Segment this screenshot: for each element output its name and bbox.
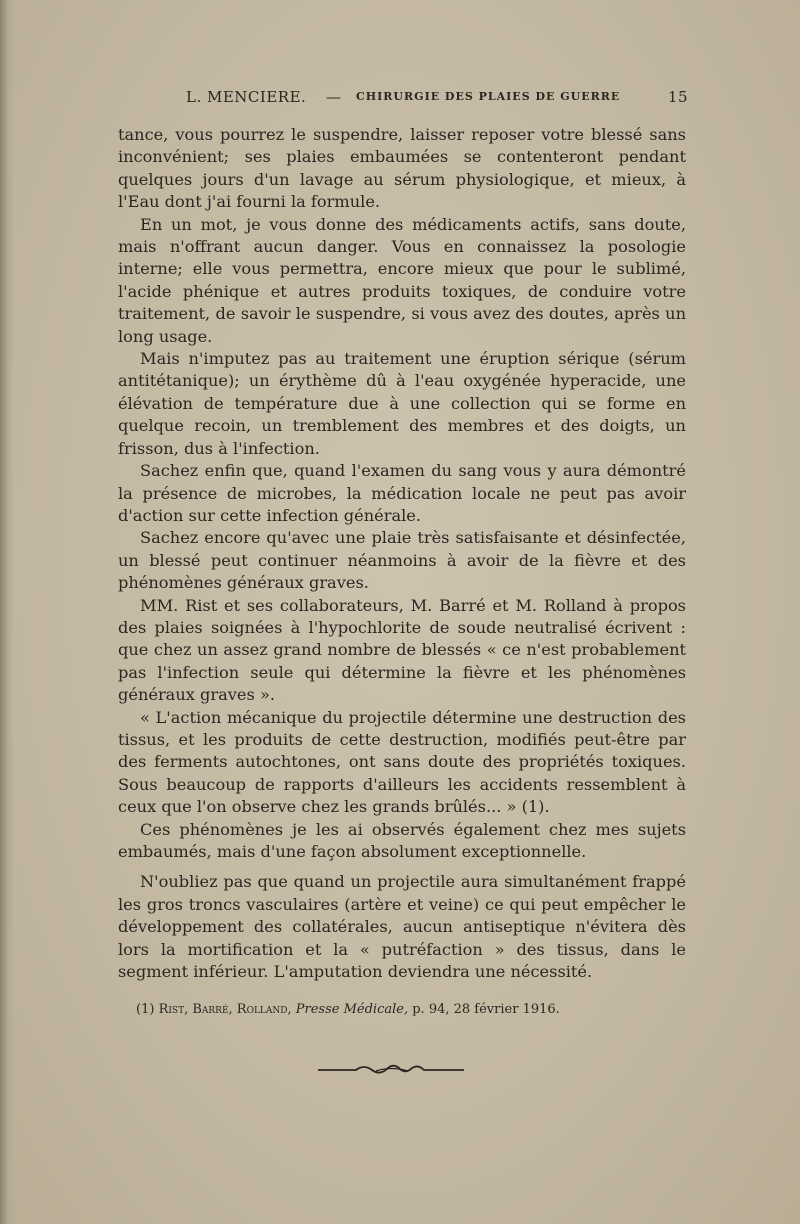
paragraph: « L'action mécanique du projectile détermine une destruction des tissus, et les produits de cette destruction, modifiés peut-être par des ferments autochtones, ont sans doute des propriétés toxiques. Sous beaucoup de rapports d'ailleurs les accidents ressemblent à ceux que l'on observe chez les grands brûlés... » (1). <box>118 707 686 817</box>
footnote-authors: Rist, Barré, Rolland, <box>158 1002 292 1017</box>
paragraph: N'oubliez pas que quand un projectile aura simultanément frappé les gros troncs vasculaires (artère et veine) ce qui peut empêcher le développement des collatérales, aucun antiseptique n'évitera dès lors la mortification et la « putréfaction » des tissus, dans le segment inférieur. L'amputation deviendra une nécessité. <box>118 872 686 982</box>
paragraph: Ces phénomènes je les ai observés également chez mes sujets embaumés, mais d'une façon absolument exceptionnelle. <box>118 819 686 861</box>
footnote-journal: Presse Médicale, <box>295 1002 409 1017</box>
page-number: 15 <box>667 88 688 106</box>
paragraph: Sachez enfin que, quand l'examen du sang vous y aura démontré la présence de microbes, la médication locale ne peut pas avoir d'action sur cette infection générale. <box>118 461 686 525</box>
paragraph: En un mot, je vous donne des médicaments actifs, sans doute, mais n'offrant aucun danger. Vous en connaissez la posologie interne; elle vous permettra, encore mieux que pour le sublimé, l'acide phénique et autres produits toxiques, de conduire votre traitement, de savoir le suspendre, si vous avez des doutes, après un long usage. <box>118 214 686 346</box>
footnote <box>136 1001 686 1019</box>
paragraph: Sachez encore qu'avec une plaie très satisfaisante et désinfectée, un blessé peut continuer néanmoins à avoir de la fièvre et des phénomènes généraux graves. <box>118 528 686 593</box>
paragraph: MM. Rist et ses collaborateurs, M. Barré et M. Rolland à propos des plaies soignées à l'hypochlorite de soude neutralisé écrivent : que chez un assez grand nombre de blessés « ce n'est probablement pas l'infection seule qui détermine la fièvre et les phénomènes généraux graves ». <box>118 595 686 705</box>
footnote-details: p. 94, 28 février 1916. <box>412 1002 560 1017</box>
paragraph: Mais n'imputez pas au traitement une éruption sérique (sérum antitétanique); un érythème dû à l'eau oxygénée hyperacide, une élévation de température due à une collection qui se forme en quelque recoin, un tremblement des membres et des doigts, un frisson, dus à l'infection. <box>118 349 686 458</box>
header-author: L. MENCIERE. <box>186 88 307 106</box>
header-running-title: CHIRURGIE DES PLAIES DE GUERRE <box>356 90 621 103</box>
paragraph: tance, vous pourrez le suspendre, laisser reposer votre blessé sans inconvénient; ses plaies embaumées se contenteront pendant quelques jours d'un lavage au sérum physiologique, et mieux, à l'Eau dont j'ai fourni la formule. <box>118 125 686 212</box>
running-header <box>186 88 688 112</box>
footnote-marker: (1) <box>136 1002 155 1017</box>
header-separator: — <box>326 88 342 106</box>
body-text <box>118 124 686 983</box>
binding-shadow <box>0 0 14 1224</box>
end-ornament <box>316 1062 466 1076</box>
